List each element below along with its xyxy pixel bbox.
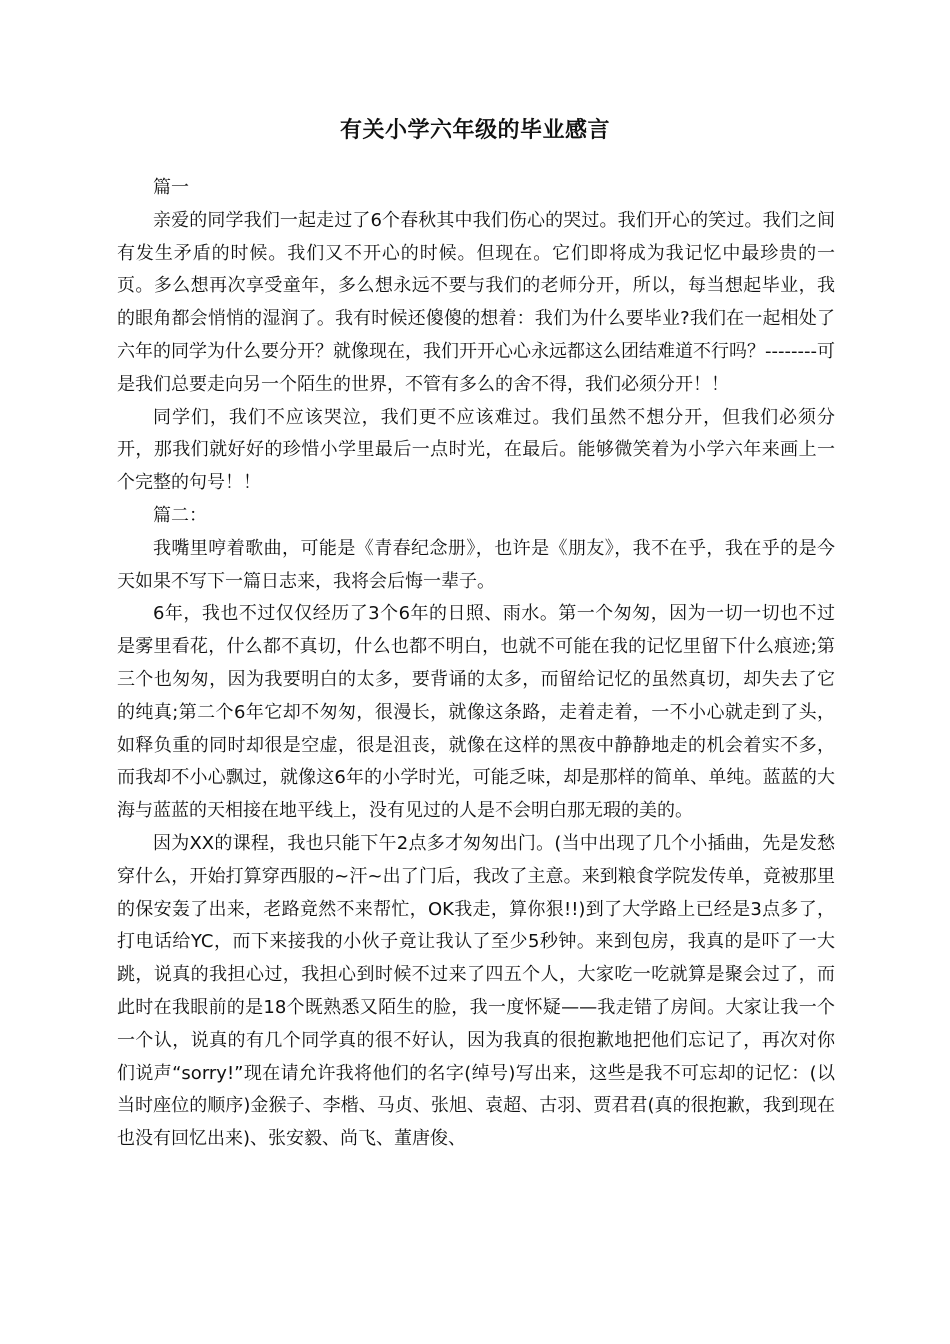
- paragraph: 因为XX的课程，我也只能下午2点多才匆匆出门。(当中出现了几个小插曲，先是发愁穿什么，开始打算穿西服的~汗~出了门后，我改了主意。来到粮食学院发传单，竟被那里的保安轰了出来，老路竟然不来帮忙，OK我走，算你狠!!)到了大学路上已经是3点多了，打电话给YC，而下来接我的小伙子竟让我认了至少5秒钟。来到包房，我真的是吓了一大跳，说真的我担心过，我担心到时候不过来了四五个人，大家吃一吃就算是聚会过了，而此时在我眼前的是18个既熟悉又陌生的脸，我一度怀疑——我走错了房间。大家让我一个一个认，说真的有几个同学真的很不好认，因为我真的很抱歉地把他们忘记了，再次对你们说声“sorry!”现在请允许我将他们的名字(绰号)写出来，这些是我不可忘却的记忆：(以当时座位的顺序)金猴子、李楷、马贞、张旭、袁超、古羽、贾君君(真的很抱歉，我到现在也没有回忆出来)、张安毅、尚飞、董唐俊、: [117, 832, 835, 1150]
- document-body: [117, 172, 835, 1156]
- paragraph: 亲爱的同学我们一起走过了6个春秋其中我们伤心的哭过。我们开心的笑过。我们之间有发生矛盾的时候。我们又不开心的时候。但现在。它们即将成为我记忆中最珍贵的一页。多么想再次享受童年，多么想永远不要与我们的老师分开，所以，每当想起毕业，我的眼角都会悄悄的湿润了。我有时候还傻傻的想着：我们为什么要毕业?我们在一起相处了六年的同学为什么要分开？就像现在，我们开开心心永远都这么团结难道不行吗？--------可是我们总要走向另一个陌生的世界，不管有多么的舍不得，我们必须分开！！: [117, 209, 835, 395]
- document-title: 有关小学六年级的毕业感言: [339, 118, 610, 143]
- paragraph: 同学们，我们不应该哭泣，我们更不应该难过。我们虽然不想分开，但我们必须分开，那我们就好好的珍惜小学里最后一点时光，在最后。能够微笑着为小学六年来画上一个完整的句号！！: [117, 406, 835, 494]
- section-heading-1: 篇一: [153, 177, 189, 198]
- paragraph: 我嘴里哼着歌曲，可能是《青春纪念册》，也许是《朋友》，我不在乎，我在乎的是今天如果不写下一篇日志来，我将会后悔一辈子。: [117, 537, 835, 592]
- paragraph: 6年，我也不过仅仅经历了3个6年的日照、雨水。第一个匆匆，因为一切一切也不过是雾里看花，什么都不真切，什么也都不明白，也就不可能在我的记忆里留下什么痕迹;第三个也匆匆，因为我要明白的太多，要背诵的太多，而留给记忆的虽然真切，却失去了它的纯真;第二个6年它却不匆匆，很漫长，就像这条路，走着走着，一不小心就走到了头，如释负重的同时却很是空虚，很是沮丧，就像在这样的黑夜中静静地走的机会着实不多，而我却不小心飘过，就像这6年的小学时光，可能乏味，却是那样的简单、单纯。蓝蓝的大海与蓝蓝的天相接在地平线上，没有见过的人是不会明白那无瑕的美的。: [117, 603, 835, 822]
- section-heading-2: 篇二：: [153, 504, 207, 526]
